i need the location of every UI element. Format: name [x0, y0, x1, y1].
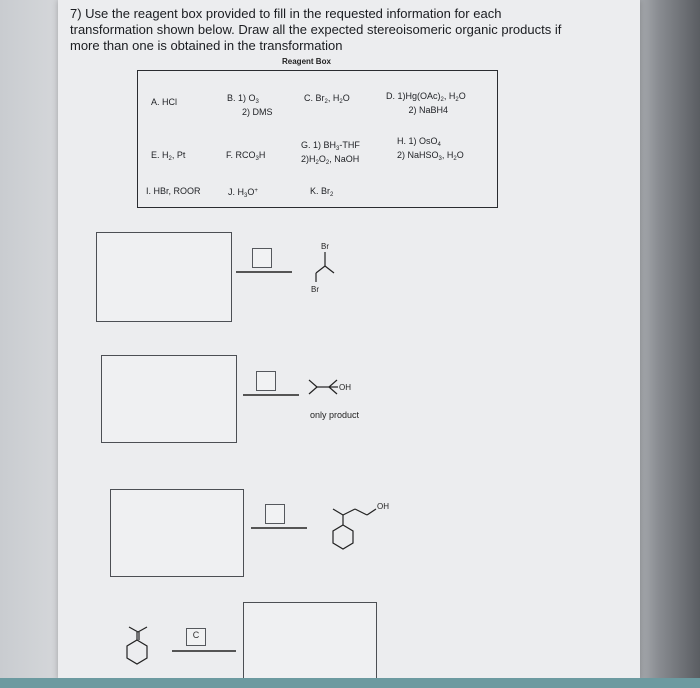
- reagent-h: H. 1) OsO$_4$ 2) NaHSO$_3$, $H_2O$: [397, 136, 464, 162]
- product-2-hydroxyl: OH: [339, 383, 351, 392]
- reagent-j: J. $H_3O^+$: [228, 187, 258, 199]
- reaction-arrow-3: [251, 527, 307, 529]
- answer-box-4-product[interactable]: [243, 602, 377, 682]
- answer-box-1-starting-material[interactable]: [96, 232, 232, 322]
- reagent-answer-box-3[interactable]: [265, 504, 285, 524]
- reagent-box-4-given: C: [186, 628, 206, 646]
- reagent-f: F. $RCO_3H$: [226, 150, 266, 162]
- product-3-hydroxyl: OH: [377, 502, 389, 511]
- question-line-1: 7) Use the reagent box provided to fill in the requested information for each: [70, 6, 502, 21]
- reaction-arrow-4: [172, 650, 236, 652]
- question-text: [70, 6, 570, 54]
- reagent-a: A. HCl: [151, 97, 178, 107]
- reagent-e: E. $H_2$, Pt: [151, 150, 186, 162]
- answer-box-3-starting-material[interactable]: [110, 489, 244, 577]
- question-line-2: transformation shown below. Draw all the expected stereoisomeric organic products if: [70, 22, 562, 37]
- product-3-cyclohexyl-alcohol: [316, 495, 406, 560]
- product-1-dibromide: [300, 240, 360, 300]
- reaction-arrow-2: [243, 394, 299, 396]
- reagent-b: B. 1) $O_3$ 2) DMS: [227, 93, 273, 117]
- background-right: [630, 0, 700, 688]
- reagent-i: I. HBr, ROOR: [146, 186, 201, 196]
- reaction-arrow-1: [236, 271, 292, 273]
- reagent-box-title: Reagent Box: [282, 57, 331, 66]
- reagent-answer-box-1[interactable]: [252, 248, 272, 268]
- question-line-3: more than one is obtained in the transformation: [70, 38, 343, 53]
- product-1-bromine-bottom: Br: [311, 285, 319, 294]
- reagent-c: C. $Br_2$, $H_2O$: [304, 93, 350, 105]
- bottom-strip: [0, 678, 700, 688]
- reagent-answer-box-2[interactable]: [256, 371, 276, 391]
- answer-box-2-starting-material[interactable]: [101, 355, 237, 443]
- reagent-k: K. $Br_2$: [310, 186, 334, 198]
- reagent-d: D. $1)Hg(OAc)_2$, $H_2O$ 2) NaBH4: [386, 91, 466, 115]
- reagent-g: G. 1) $BH_3$-THF $2)H_2O_2$, NaOH: [301, 140, 360, 166]
- product-2-note: only product: [310, 410, 360, 420]
- product-1-bromine-top: Br: [321, 242, 329, 251]
- product-2-alcohol: [305, 372, 385, 402]
- starting-material-4-alkene: [114, 626, 160, 666]
